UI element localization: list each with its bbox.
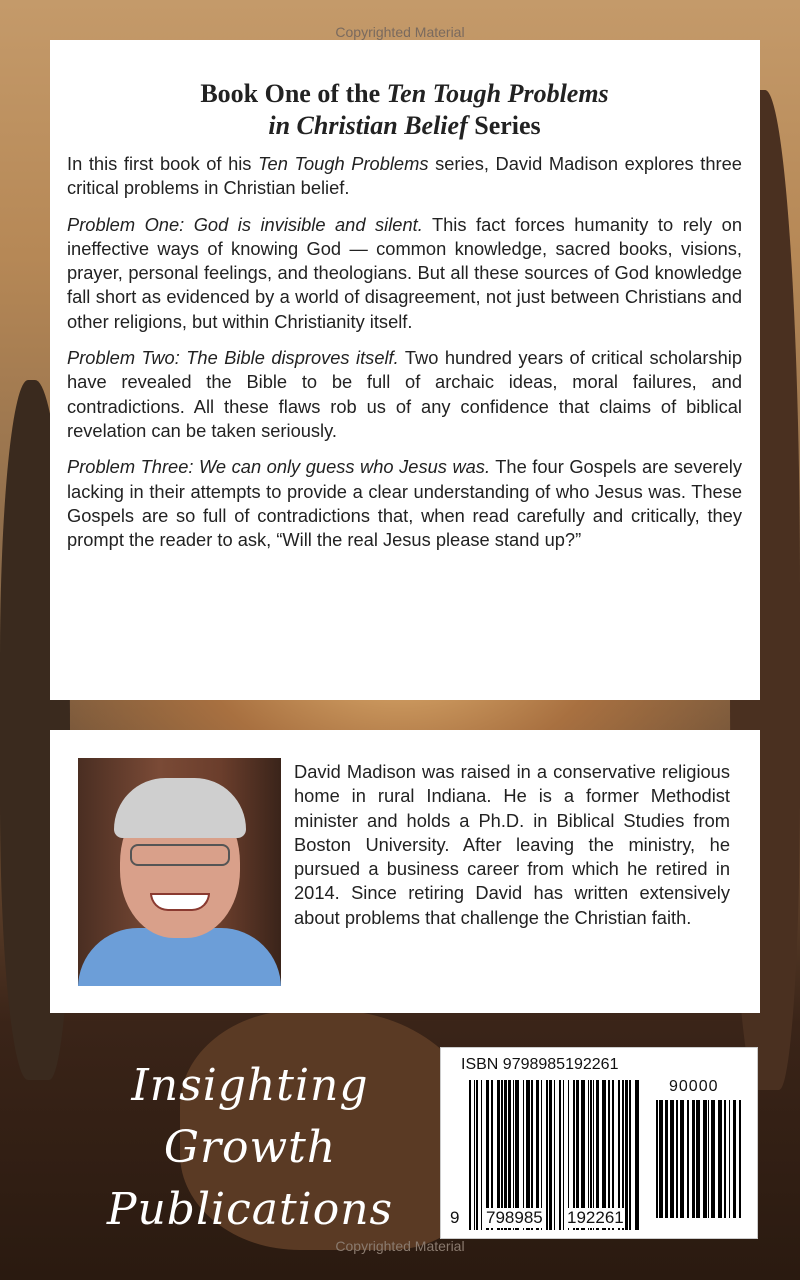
barcode-bar xyxy=(559,1080,561,1230)
barcode-bar xyxy=(635,1080,639,1230)
barcode-bar xyxy=(625,1080,628,1230)
problem-three-paragraph: Problem Three: We can only guess who Jesus was. The four Gospels are severely lacking in their attempts to provide a clear understanding of who Jesus was. These Gospels are so full of contradictions that, when read carefully and critically, they prompt the reader to ask, “Will the real Jesus please stand up?” xyxy=(67,456,742,551)
description-panel xyxy=(50,40,760,700)
barcode-digit: 9 xyxy=(450,1208,460,1227)
barcode-bar xyxy=(739,1100,741,1218)
barcode-bar xyxy=(718,1100,722,1218)
watermark: Copyrighted Material xyxy=(335,1238,465,1254)
barcode-bar xyxy=(549,1080,552,1230)
price-code: 90000 xyxy=(669,1078,719,1095)
barcode-bar xyxy=(703,1100,707,1218)
author-panel xyxy=(50,730,760,1013)
barcode-bar xyxy=(733,1100,736,1218)
author-photo xyxy=(78,758,281,986)
barcode-bar xyxy=(676,1100,678,1218)
barcode-bar xyxy=(724,1100,726,1218)
barcode-bar xyxy=(687,1100,689,1218)
price-barcode-bars xyxy=(656,1100,741,1218)
isbn-label: ISBN 9798985192261 xyxy=(461,1056,619,1073)
barcode-bar xyxy=(656,1100,658,1218)
barcode-bar xyxy=(692,1100,695,1218)
barcode-bar xyxy=(629,1080,631,1230)
barcode-bar xyxy=(546,1080,548,1230)
barcode-bar xyxy=(563,1080,564,1230)
barcode-bar xyxy=(481,1080,482,1230)
isbn-barcode xyxy=(440,1047,758,1239)
barcode-bar xyxy=(670,1100,674,1218)
barcode-bar xyxy=(659,1100,663,1218)
barcode-digits: 192261 xyxy=(567,1208,624,1227)
barcode-bar xyxy=(665,1100,668,1218)
barcode-bar xyxy=(708,1100,709,1218)
problem-one-paragraph: Problem One: God is invisible and silent. This fact forces humanity to rely on ineffective ways of knowing God — common knowledge, sacred books, visions, prayer, personal feelings, and theologians. But all these sources of God knowledge fall short as evidenced by a world of disagreement, not just between Christians and other religions, but within Christianity itself. xyxy=(67,213,742,332)
barcode-bar xyxy=(476,1080,478,1230)
barcode-bar xyxy=(469,1080,471,1230)
author-bio: David Madison was raised in a conservative religious home in rural Indiana. He is a former Methodist minister and holds a Ph.D. in Biblical Studies from Boston University. After leaving the ministry, he pursued a business career from which he retired in 2014. Since retiring David has written extensively about problems that challenge the Christian faith. xyxy=(294,761,730,928)
barcode-bar xyxy=(554,1080,555,1230)
intro-paragraph: In this first book of his Ten Tough Problems series, David Madison explores three critical problems in Christian belief. xyxy=(67,153,742,199)
barcode-bar xyxy=(729,1100,730,1218)
barcode-digits: 798985 xyxy=(486,1208,543,1227)
publisher-logo: Insighting Growth Publications xyxy=(106,1060,394,1235)
problem-two-paragraph: Problem Two: The Bible disproves itself. Two hundred years of critical scholarship have revealed the Bible to be full of archaic ideas, moral failures, and contradictions. All these flaws rob us of any confidence that claims of biblical revelation can be taken seriously. xyxy=(67,347,742,441)
barcode-bar xyxy=(474,1080,475,1230)
series-heading: Book One of the Ten Tough Problems in Christian Belief Series xyxy=(200,79,609,140)
watermark: Copyrighted Material xyxy=(335,24,465,40)
barcode-bar xyxy=(696,1100,700,1218)
barcode-bar xyxy=(711,1100,715,1218)
barcode-bar xyxy=(680,1100,684,1218)
